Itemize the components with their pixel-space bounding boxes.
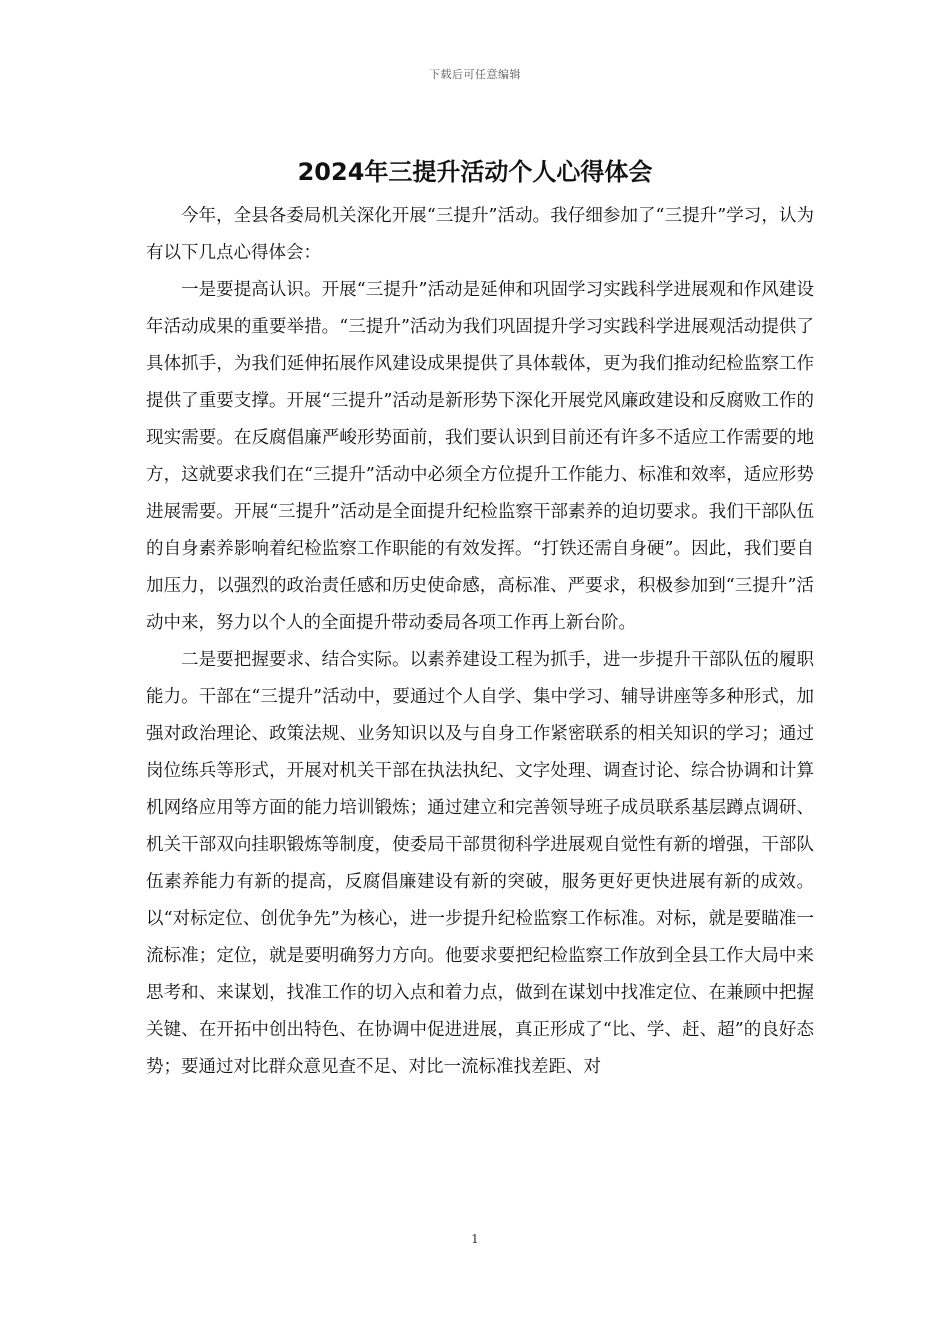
paragraph-point-two: 二是要把握要求、结合实际。以素养建设工程为抓手，进一步提升干部队伍的履职能力。干部在“三提升”活动中，要通过个人自学、集中学习、辅导讲座等多种形式，加强对政治理论、政策法规、业务知识以及与自身工作紧密联系的相关知识的学习；通过岗位练兵等形式，开展对机关干部在执法执纪、文字处理、调查讨论、综合协调和计算机网络应用等方面的能力培训锻炼；通过建立和完善领导班子成员联系基层蹲点调研、机关干部双向挂职锻炼等制度，使委局干部贯彻科学进展观自觉性有新的增强，干部队伍素养能力有新的提高，反腐倡廉建设有新的突破，服务更好更快进展有新的成效。以“对标定位、创优争先”为核心，进一步提升纪检监察工作标准。对标，就是要瞄准一流标准；定位，就是要明确努力方向。他要求要把纪检监察工作放到全县工作大局中来思考和、来谋划，找准工作的切入点和着力点，做到在谋划中找准定位、在兼顾中把握关键、在开拓中创出特色、在协调中促进进展，真正形成了“比、学、赶、超”的良好态势；要通过对比群众意见查不足、对比一流标准找差距、对 (146, 650, 814, 1077)
header-note: 下载后可任意编辑 (429, 68, 521, 81)
paragraph-point-one: 一是要提高认识。开展“三提升”活动是延伸和巩固学习实践科学进展观和作风建设年活动成果的重要举措。“三提升”活动为我们巩固提升学习实践科学进展观活动提供了具体抓手，为我们延伸拓展作风建设成果提供了具体载体，更为我们推动纪检监察工作提供了重要支撑。开展“三提升”活动是新形势下深化开展党风廉政建设和反腐败工作的现实需要。在反腐倡廉严峻形势面前，我们要认识到目前还有许多不适应工作需要的地方，这就要求我们在“三提升”活动中必须全方位提升工作能力、标准和效率，适应形势进展需要。开展“三提升”活动是全面提升纪检监察干部素养的迫切要求。我们干部队伍的自身素养影响着纪检监察工作职能的有效发挥。“打铁还需自身硬”。因此，我们要自加压力，以强烈的政治责任感和历史使命感，高标准、严要求，积极参加到“三提升”活动中来，努力以个人的全面提升带动委局各项工作再上新台阶。 (146, 280, 814, 633)
page-number: 1 (471, 1232, 479, 1246)
document-title: 2024年三提升活动个人心得体会 (297, 158, 653, 186)
document-body (146, 198, 814, 1086)
paragraph-intro: 今年，全县各委局机关深化开展“三提升”活动。我仔细参加了“三提升”学习，认为有以下几点心得体会： (146, 206, 814, 263)
